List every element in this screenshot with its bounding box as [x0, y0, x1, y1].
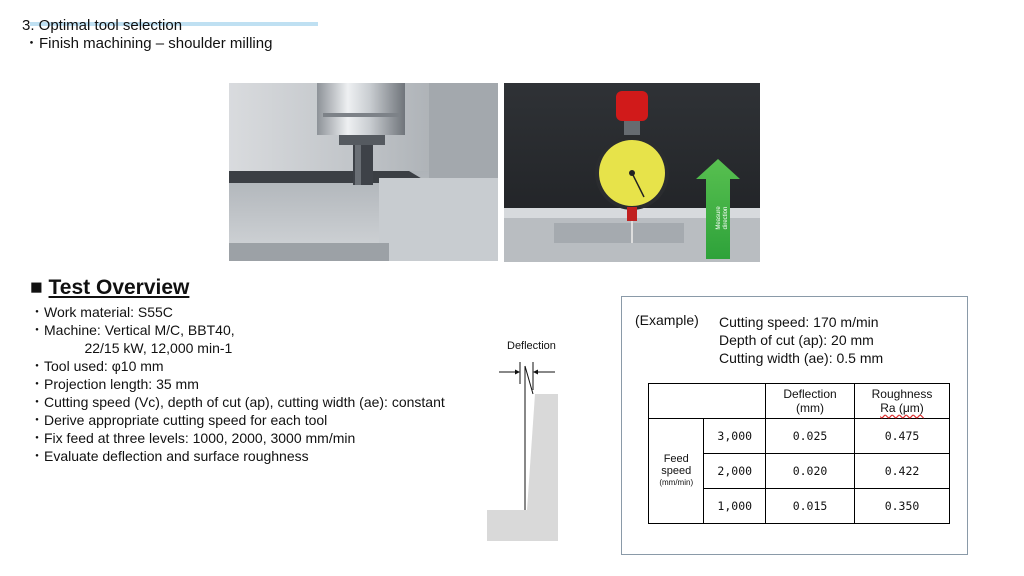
results-table — [648, 383, 950, 524]
table-row — [649, 419, 950, 454]
row-header-feed-speed: Feed speed (mm/min) — [649, 419, 704, 524]
list-item: ・Evaluate deflection and surface roughness — [30, 448, 309, 464]
list-item: ・Work material: S55C — [30, 304, 173, 320]
dial-gauge-photo — [504, 83, 760, 262]
list-item: ・Projection length: 35 mm — [30, 376, 199, 392]
deflection-label: Deflection — [507, 340, 556, 352]
roughness-value-cell: 0.475 — [855, 419, 950, 454]
list-item: ・Tool used: φ10 mm — [30, 358, 164, 374]
example-panel — [621, 296, 968, 555]
deflection-value-cell: 0.020 — [766, 454, 855, 489]
workpiece-base — [487, 510, 558, 541]
list-item: ・Fix feed at three levels: 1000, 2000, 3000 mm/min — [30, 430, 356, 446]
deflection-diagram — [483, 362, 563, 544]
measure-direction-arrow-label: Measure direction — [716, 206, 729, 230]
condition-line: Cutting speed: 170 m/min — [719, 314, 879, 330]
overview-bullet-list — [30, 303, 445, 465]
list-item: ・Machine: Vertical M/C, BBT40, — [30, 322, 235, 338]
feed-value-cell: 3,000 — [704, 419, 766, 454]
roughness-value-cell: 0.422 — [855, 454, 950, 489]
slide-subtitle: ・Finish machining – shoulder milling — [24, 35, 273, 52]
slide-title: 3. Optimal tool selection — [22, 17, 183, 34]
feed-value-cell: 2,000 — [704, 454, 766, 489]
list-item: ・Cutting speed (Vc), depth of cut (ap), cutting width (ae): constant — [30, 394, 445, 410]
table-header-row — [649, 384, 950, 419]
deflected-tool-line — [525, 366, 533, 394]
workpiece-wall — [527, 394, 558, 510]
condition-line: Cutting width (ae): 0.5 mm — [719, 350, 884, 366]
column-header-deflection: Deflection (mm) — [766, 384, 855, 419]
roughness-value-cell: 0.350 — [855, 489, 950, 524]
section-title: ■ Test Overview — [30, 276, 190, 299]
example-label: (Example) — [635, 312, 699, 328]
milling-photo — [229, 83, 498, 261]
deflection-value-cell: 0.015 — [766, 489, 855, 524]
empty-header-cell — [649, 384, 766, 419]
column-header-roughness: Roughness Ra (μm) — [855, 384, 950, 419]
list-item: 22/15 kW, 12,000 min-1 — [30, 340, 233, 356]
feed-value-cell: 1,000 — [704, 489, 766, 524]
list-item: ・Derive appropriate cutting speed for each tool — [30, 412, 328, 428]
condition-line: Depth of cut (ap): 20 mm — [719, 332, 874, 348]
deflection-value-cell: 0.025 — [766, 419, 855, 454]
square-bullet-icon: ■ — [30, 276, 43, 299]
example-conditions — [719, 313, 883, 367]
